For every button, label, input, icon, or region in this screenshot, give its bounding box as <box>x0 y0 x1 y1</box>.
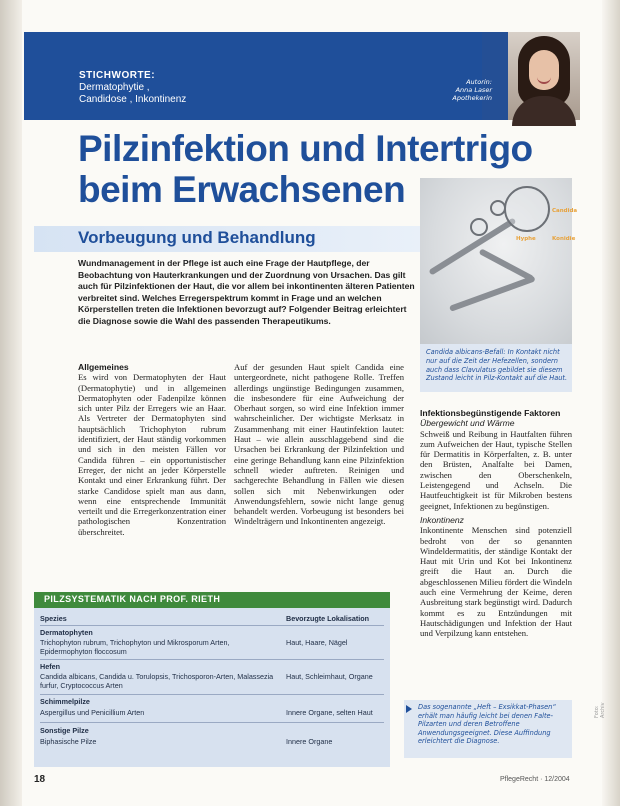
col1-heading: Allgemeines <box>78 362 129 372</box>
page-edge-shadow <box>602 0 620 806</box>
pilzsystematik-title: PILZSYSTEMATIK NACH PROF. RIETH <box>44 594 221 604</box>
col2-text: Auf der gesunden Haut spielt Candida eine untergeordnete, nicht pathogene Rolle. Treffen allerdings ungünstige Bedingungen zusammen, die insbesondere für eine Aufweichung der Oberhaut sorgen, so wird eine Infektion immer wahrscheinlicher. Der wichtigste Merksatz in Zusammenhang mit einer Hautinfektion lautet: Haut – wie allein ausschlaggebend sind die Ursachen bei Erkrankung der Pilzinfektion und eine geringe Behandlung kann eine Pilzinfektion schnell wieder auftreten. Reinigen und sachgerechte Behandlung in Fällen wie diesen sollen sich mit Nebenwirkungen oder Anwendungsfehlern, sowie nicht lange genug behandelt werden. Vorbeugung ist besonders bei Windelträgern und Inkontinenten angezeigt. <box>234 362 404 527</box>
author-photo <box>482 32 580 120</box>
article-subtitle: Vorbeugung und Behandlung <box>78 228 316 247</box>
portrait-face <box>529 50 559 90</box>
column-3 <box>420 408 572 639</box>
photo-label-1: Candida <box>552 208 578 214</box>
author-info <box>424 78 492 102</box>
table-header-location: Bevorzugte Lokalisation <box>286 614 370 623</box>
photo-label-2: Konidie <box>552 236 576 242</box>
table-rule-2 <box>40 659 384 660</box>
table-group-3-location: Innere Organe, selten Haut <box>286 708 373 717</box>
photo-caption: Candida albicans-Befall: In Kontakt nicht nur auf die Zeit der Hefezellen, sondern auch dass Clavulatus gebildet sie diesem Zustand leicht in Pilz-Kontakt auf die Haut. <box>426 348 568 383</box>
table-group-1-name: Dermatophyten <box>40 628 93 637</box>
spore-cell-large <box>504 186 550 232</box>
arrow-right-icon <box>406 705 412 713</box>
col3-subheading-2: Inkontinenz <box>420 514 464 525</box>
table-group-2-species: Candida albicans, Candida u. Torulopsis, Trichosporon-Arten, Malassezia furfur, Cryptococcus Arten <box>40 672 274 690</box>
table-group-4-species: Biphasische Pilze <box>40 737 97 746</box>
pilzsystematik-header <box>34 592 390 608</box>
col3-heading: Infektionsbegünstigende Faktoren <box>420 408 561 418</box>
table-rule-1 <box>40 625 384 626</box>
keyword-1: Dermatophytie , <box>79 82 150 93</box>
col1-text: Es wird von Dermatophyten der Haut (Dermatophytie) und in allgemeinen Dermatophyten oder Fadenpilze können sich unter Pilz der Erregers wie an Haar. Als Vertreter der Dermatophyten sind hauptsächlich Trichophyton rubrum identifiziert, der Haut ständig vorkommen und sich in den meisten Fällen vor Candida führen – ein opportunistischer Erreger, der nicht an jeder Körperstelle Kontakt und einer Erkrankung führt. Der starke Candidose spielt man aus dann, wenn eine entsprechende Immunität verteilt und die Erregerkonzentration einer pathologischen Konzentration überschreitet. <box>78 372 226 537</box>
table-group-4-name: Sonstige Pilze <box>40 726 89 735</box>
title-line-2: beim Erwachsenen <box>78 169 406 210</box>
photo-credit: Foto: Archiv <box>594 702 606 718</box>
table-group-1-location: Haut, Haare, Nägel <box>286 638 348 647</box>
hypha-2 <box>449 275 536 311</box>
title-line-1: Pilzinfektion und Intertrigo <box>78 128 533 169</box>
table-group-1-species: Trichophyton rubrum, Trichophyton und Mikrosporum Arten, Epidermophyton floccosum <box>40 638 230 656</box>
journal-name: PflegeRecht · 12/2004 <box>500 776 570 783</box>
table-group-3-name: Schimmelpilze <box>40 697 90 706</box>
lead-paragraph: Wundmanagement in der Pflege ist auch eine Frage der Hautpflege, der Beobachtung von Hauterkrankungen und der Zuordnung von Ursachen. Das gilt auch für Pilzinfektionen der Haut, die vor allem bei inkontinenten älteren Patienten verbreitet sind. Welches Erregerspektrum kommt in Frage und an welchen Körperstellen treten die Infektionen bevorzugt auf? Folgender Beitrag erleichtert die Diagnose sowie die Wahl des passenden Therapeutikums. <box>78 258 415 326</box>
author-label: Autorin: <box>466 78 492 86</box>
page-binding-shadow <box>0 0 22 806</box>
hypha-3 <box>479 248 535 281</box>
column-2 <box>234 362 404 527</box>
table-group-3-species: Aspergillus und Penicillium Arten <box>40 708 145 717</box>
column-1 <box>78 362 226 537</box>
keywords-label: STICHWORTE: <box>79 70 156 81</box>
col3-text-1: Schweiß und Reibung in Hautfalten führen zum Aufweichen der Haut, typische Stellen für Dermatitis in Körperfalten, z. B. unter den Brüsten, Analfalte bei Damen, zwischen den Oberschenkeln, Leistengegend und Achseln. Die Hautfeuchtigkeit ist für Mikroben bestens geeignet, Infektionen zu begünstigen. <box>420 428 572 511</box>
table-header-species: Spezies <box>40 614 67 623</box>
author-portrait <box>508 32 580 120</box>
author-name: Anna Laser <box>455 86 492 94</box>
spore-cell-tiny <box>490 200 506 216</box>
photo-label-3: Hyphe <box>516 236 536 242</box>
col3-text-2: Inkontinente Menschen sind potenziell bedroht von der so genannten Windeldermatitis, der ständige Kontakt der Haut mit Urin und Kot bei Inkontinenz greift die Haut an. Durch die abgeschlossenen Milieu fördert die Windeln auch eine Vermehrung der Keime, deren Ausbreitung stark begünstigt wird. Dadurch kommt es zu Entzündungen mit Hautschädigungen und Infektion der Haut und Verpilzung kann entstehen. <box>420 525 572 639</box>
table-group-4-location: Innere Organe <box>286 737 333 746</box>
table-group-2-location: Haut, Schleimhaut, Organe <box>286 672 373 681</box>
spore-cell-small <box>470 218 488 236</box>
keyword-2: Candidose , Inkontinenz <box>79 94 187 105</box>
page-number: 18 <box>34 774 46 785</box>
microscope-photo <box>420 178 578 344</box>
table-group-2-name: Hefen <box>40 662 60 671</box>
table-rule-4 <box>40 722 384 723</box>
author-role: Apothekerin <box>452 94 492 102</box>
pullquote-text: Das sogenannte „Heft – Exsikkat-Phasen“ erhält man häufig leicht bei denen Falte-Pilzarten und deren Betroffene Anwendungsgeeignet. Diese Auffindung erleichtert die Diagnose. <box>418 703 556 746</box>
table-rule-3 <box>40 694 384 695</box>
col3-subheading-1: Übergewicht und Wärme <box>420 418 515 429</box>
